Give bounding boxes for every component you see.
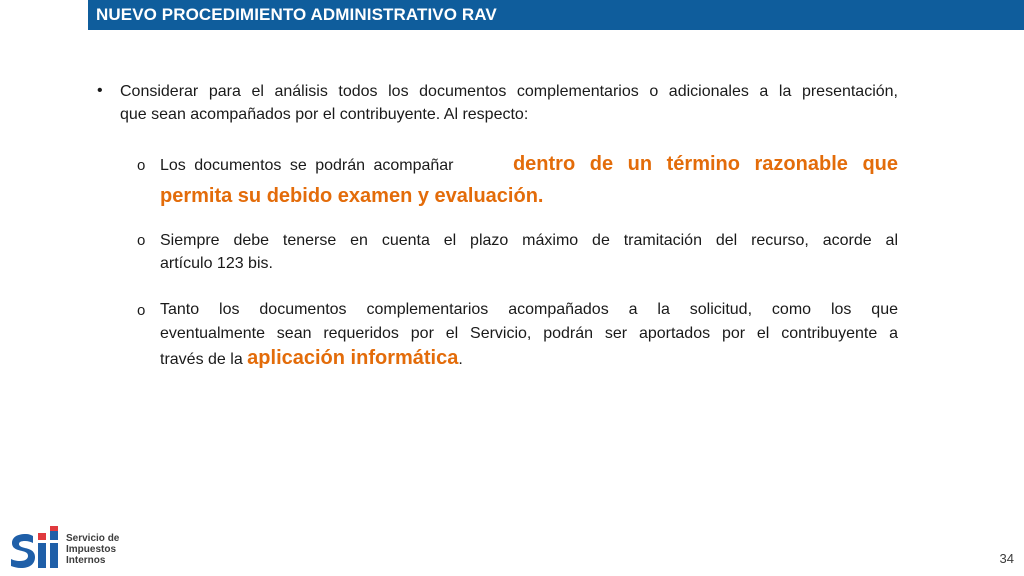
sub-point-3-line-1: Tanto los documentos complementarios acompañados a la solicitud, como los que [160, 301, 898, 318]
logo-line-3: Internos [66, 555, 106, 566]
main-point-line-1: Considerar para el análisis todos los documentos complementarios o adicionales a la presentación, [120, 83, 898, 100]
page-number: 34 [999, 551, 1014, 566]
main-point-line-2: que sean acompañados por el contribuyente. Al respecto: [120, 106, 529, 123]
sub-point-2 [160, 229, 898, 275]
sub-point-2-line-1: Siempre debe tenerse en cuenta el plazo máximo de tramitación del recurso, acorde al [160, 232, 898, 249]
sii-logo-icon [8, 522, 68, 570]
bullet-marker: • [97, 82, 103, 99]
sub-point-3-line-2: eventualmente sean requeridos por el Servicio, podrán ser aportados por el contribuyente a [160, 325, 898, 342]
sub-point-1-highlight-2: permita su debido examen y evaluación. [160, 185, 544, 207]
sub-point-3-highlight: aplicación informática [247, 347, 459, 369]
sub-point-3-prefix: través de la [160, 351, 243, 368]
sub-point-3 [160, 298, 898, 372]
sub-bullet-marker: o [137, 302, 146, 319]
slide-title: NUEVO PROCEDIMIENTO ADMINISTRATIVO RAV [96, 5, 497, 24]
main-point-text [120, 80, 898, 126]
sub-point-3-suffix: . [458, 351, 463, 368]
logo-text [66, 533, 119, 566]
sub-point-3-line-3 [160, 346, 898, 372]
sub-point-1-highlight-1: dentro de un término razonable que [512, 153, 898, 175]
logo-line-1: Servicio de [66, 533, 120, 544]
sub-bullet-marker: o [137, 232, 146, 249]
logo-line-2: Impuestos [66, 544, 117, 555]
sub-point-2-line-2: artículo 123 bis. [160, 255, 273, 272]
logo-mark-text: Sii [8, 522, 10, 523]
sub-point-1-prefix: Los documentos se podrán acompañar [160, 157, 454, 174]
sub-point-1-line-1 [160, 149, 898, 181]
sub-point-1 [160, 149, 898, 211]
sub-bullet-marker: o [137, 157, 146, 174]
